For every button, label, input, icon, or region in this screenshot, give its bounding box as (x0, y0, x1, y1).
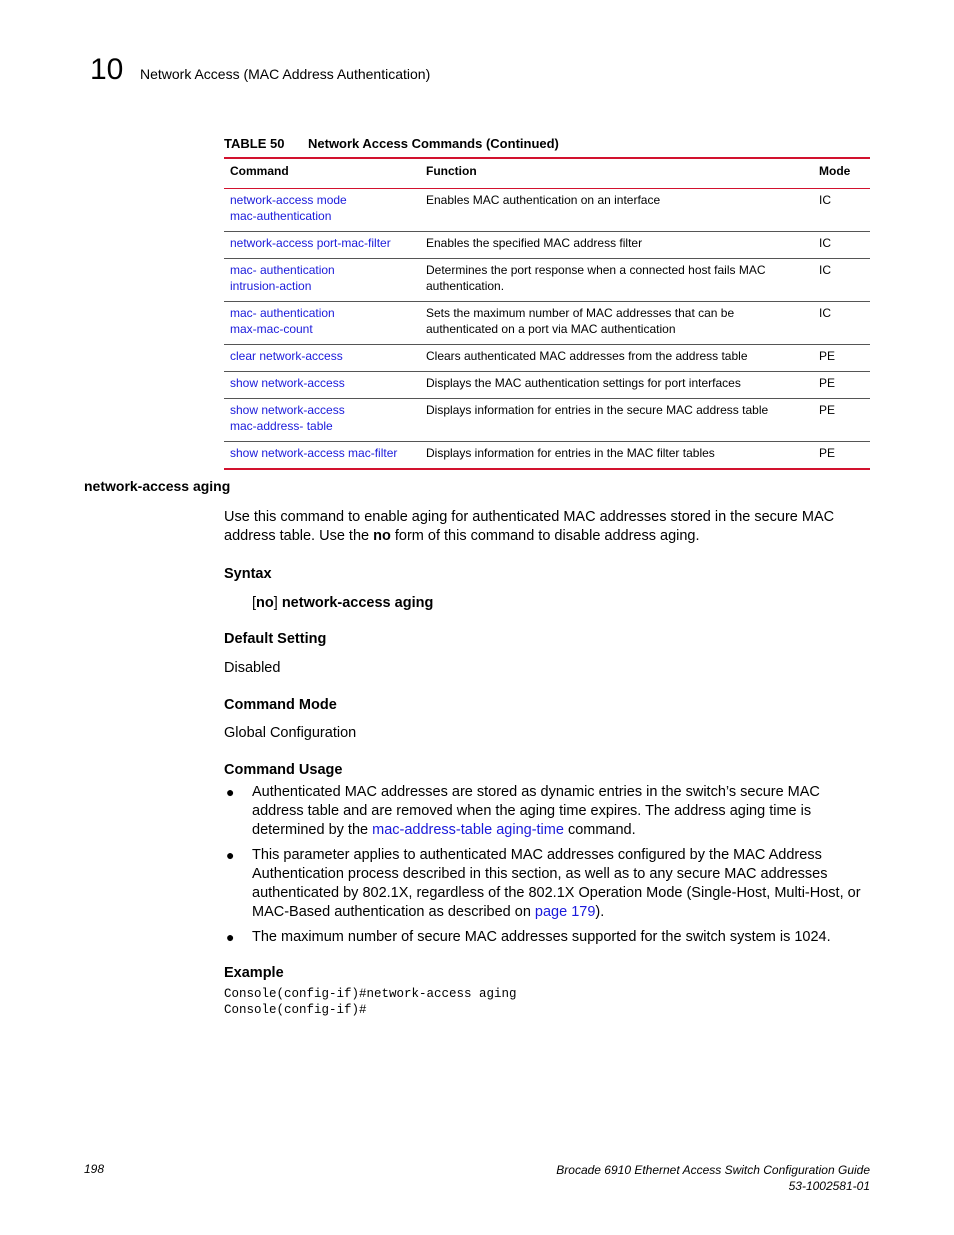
list-item: ● The maximum number of secure MAC addresses supported for the switch system is 1024. (226, 929, 831, 945)
table-header-row (224, 158, 870, 189)
mode-cell: PE (813, 345, 870, 372)
default-setting-value: Disabled (224, 660, 281, 676)
function-cell: Clears authenticated MAC addresses from the address table (420, 345, 813, 372)
bullet-icon: ● (226, 784, 235, 800)
doc-number: 53-1002581-01 (788, 1179, 870, 1193)
function-cell: Enables MAC authentication on an interface (420, 189, 813, 232)
table-row (224, 302, 870, 345)
function-cell: Displays information for entries in the MAC filter tables (420, 442, 813, 470)
table-caption-label: TABLE 50 (224, 136, 285, 151)
page-number: 198 (84, 1162, 105, 1176)
table-row (224, 345, 870, 372)
table-row (224, 189, 870, 232)
no-keyword: no (373, 528, 391, 544)
function-cell: Determines the port response when a connected host fails MAC authentication. (420, 259, 813, 302)
command-link[interactable]: clear network-access (230, 349, 343, 363)
function-cell: Enables the specified MAC address filter (420, 232, 813, 259)
table-caption (224, 136, 559, 151)
guide-title: Brocade 6910 Ethernet Access Switch Configuration Guide (556, 1163, 870, 1177)
example-code: Console(config-if)#network-access aging Console(config-if)# (224, 987, 517, 1017)
bullet-icon: ● (226, 929, 235, 945)
list-item: ● Authenticated MAC addresses are stored as dynamic entries in the switch’s secure MAC address table and are removed when the aging time expires. The address aging time is determined by the mac-address-table aging-time command. (226, 784, 820, 838)
function-cell: Displays the MAC authentication settings for port interfaces (420, 372, 813, 399)
command-cell (224, 372, 420, 399)
command-link[interactable]: mac- authentication intrusion-action (230, 263, 335, 293)
column-header-command: Command (230, 164, 289, 178)
intro-paragraph: Use this command to enable aging for authenticated MAC addresses stored in the secure MAC address table. Use the no form of this command to disable address aging. (224, 509, 835, 544)
chapter-number: 10 (90, 53, 124, 86)
function-cell: Sets the maximum number of MAC addresses that can be authenticated on a port via MAC authentication (420, 302, 813, 345)
command-mode-heading: Command Mode (224, 697, 337, 713)
command-usage-heading: Command Usage (224, 762, 343, 778)
table-row (224, 399, 870, 442)
mode-cell: IC (813, 259, 870, 302)
section-heading: network-access aging (84, 478, 231, 494)
command-mode-value: Global Configuration (224, 725, 357, 741)
command-cell (224, 345, 420, 372)
command-link[interactable]: show network-access (230, 376, 345, 390)
syntax-heading: Syntax (224, 566, 272, 582)
mode-cell: IC (813, 189, 870, 232)
list-item: ● This parameter applies to authenticated MAC addresses configured by the MAC Address Authentication process described in this section, as well as to any secure MAC addresses authenticated by 802.1X, regardless of the 802.1X Operation Mode (Single-Host, Multi-Host, or MAC-Based authentication as described on page 179). (226, 847, 861, 920)
example-heading: Example (224, 965, 284, 981)
function-cell: Displays information for entries in the secure MAC address table (420, 399, 813, 442)
command-link[interactable]: show network-access mac-filter (230, 446, 398, 460)
command-link[interactable]: mac- authentication max-mac-count (230, 306, 335, 336)
table-row (224, 259, 870, 302)
column-header-mode: Mode (819, 164, 851, 178)
mode-cell: PE (813, 399, 870, 442)
page-179-link[interactable]: page 179 (534, 904, 596, 920)
usage-list (224, 783, 874, 953)
mode-cell: IC (813, 302, 870, 345)
bullet-icon: ● (226, 847, 235, 863)
aging-time-link[interactable]: mac-address-table aging-time (372, 822, 564, 838)
syntax-line: [no] network-access aging (252, 595, 434, 611)
chapter-title: Network Access (MAC Address Authentication) (140, 66, 431, 82)
command-link[interactable]: network-access mode mac-authentication (230, 193, 347, 223)
table-caption-title: Network Access Commands (Continued) (308, 136, 559, 151)
default-setting-heading: Default Setting (224, 631, 327, 647)
mode-cell: IC (813, 232, 870, 259)
command-link[interactable]: network-access port-mac-filter (230, 236, 391, 250)
command-cell (224, 189, 420, 232)
table-row (224, 372, 870, 399)
command-cell (224, 399, 420, 442)
command-cell (224, 302, 420, 345)
table-row (224, 232, 870, 259)
command-cell (224, 232, 420, 259)
mode-cell: PE (813, 442, 870, 470)
footer-doc-info (556, 1162, 870, 1194)
commands-table (224, 157, 870, 470)
mode-cell: PE (813, 372, 870, 399)
command-cell (224, 259, 420, 302)
column-header-function: Function (426, 164, 477, 178)
command-link[interactable]: show network-access mac-address- table (230, 403, 345, 433)
command-cell (224, 442, 420, 470)
table-row (224, 442, 870, 470)
